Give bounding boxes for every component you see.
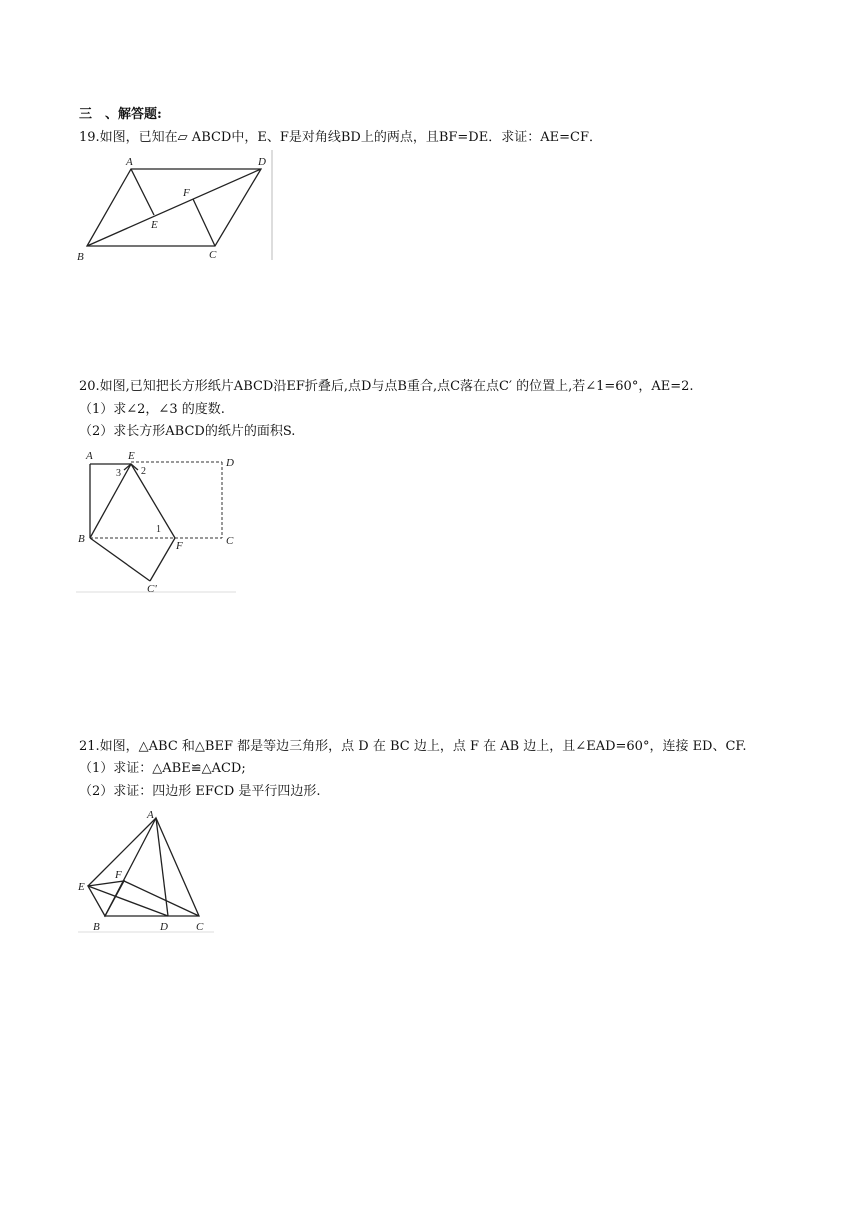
- q21-label-a: A: [147, 809, 154, 821]
- q21-part2: （2）求证：四边形 EFCD 是平行四边形.: [79, 784, 321, 799]
- section-title: 三 、解答题:: [79, 107, 162, 122]
- q19-diagonal-bd: [87, 169, 261, 246]
- q19-segment-cf: [193, 199, 215, 246]
- q19-label-f: F: [183, 187, 190, 199]
- q20-part2: （2）求长方形ABCD的纸片的面积S.: [79, 424, 296, 439]
- q21-part1: （1）求证：△ABE≌△ACD;: [79, 761, 246, 776]
- q21-segment-ea: [88, 818, 156, 886]
- q19-figure: [76, 150, 276, 265]
- q21-label-d: D: [160, 921, 168, 933]
- q20-label-d: D: [226, 457, 234, 469]
- q19-label-d: D: [258, 156, 266, 168]
- q21-label-c: C: [196, 921, 204, 933]
- q21-triangle-abc: [105, 818, 199, 916]
- q19-label-c: C: [209, 249, 217, 261]
- q21-segment-ed: [88, 886, 168, 916]
- q20-segment-be: [90, 464, 131, 538]
- q20-label-c-prime: C': [147, 583, 157, 595]
- q20-label-c: C: [226, 535, 234, 547]
- q21-figure: [74, 806, 224, 936]
- q21-text: 21.如图，△ABC 和△BEF 都是等边三角形，点 D 在 BC 边上，点 F 在 AB 边上，且∠EAD=60°，连接 ED、CF.: [79, 739, 747, 754]
- q20-segment-bc1: [90, 538, 150, 581]
- q20-angle-1: 1: [156, 524, 161, 535]
- q20-text: 20.如图,已知把长方形纸片ABCD沿EF折叠后,点D与点B重合,点C落在点C′ 的位置上,若∠1=60°，AE=2.: [79, 379, 694, 394]
- q21-segment-fc: [124, 881, 199, 916]
- q21-label-b: B: [93, 921, 100, 933]
- q19-label-a: A: [126, 156, 133, 168]
- q20-fold-ef: [131, 464, 175, 538]
- q20-segment-c1f: [150, 538, 175, 581]
- q19-segment-ae: [131, 169, 154, 215]
- q20-part1: （1）求∠2，∠3 的度数.: [79, 402, 225, 417]
- q19-text: 19.如图，已知在▱ ABCD中，E、F是对角线BD上的两点，且BF=DE．求证：AE=CF．: [79, 130, 602, 145]
- q19-label-b: B: [77, 251, 84, 263]
- q20-angle-3: 3: [116, 468, 121, 479]
- q19-label-e: E: [151, 219, 158, 231]
- q21-label-e: E: [78, 881, 85, 893]
- q21-triangle-bef: [88, 881, 124, 916]
- q20-figure: [76, 446, 246, 596]
- q20-label-b: B: [78, 533, 85, 545]
- q20-label-f: F: [176, 540, 183, 552]
- q21-label-f: F: [115, 869, 122, 881]
- q20-label-a: A: [86, 450, 93, 462]
- q20-label-e: E: [128, 450, 135, 462]
- q20-angle-2: 2: [141, 466, 146, 477]
